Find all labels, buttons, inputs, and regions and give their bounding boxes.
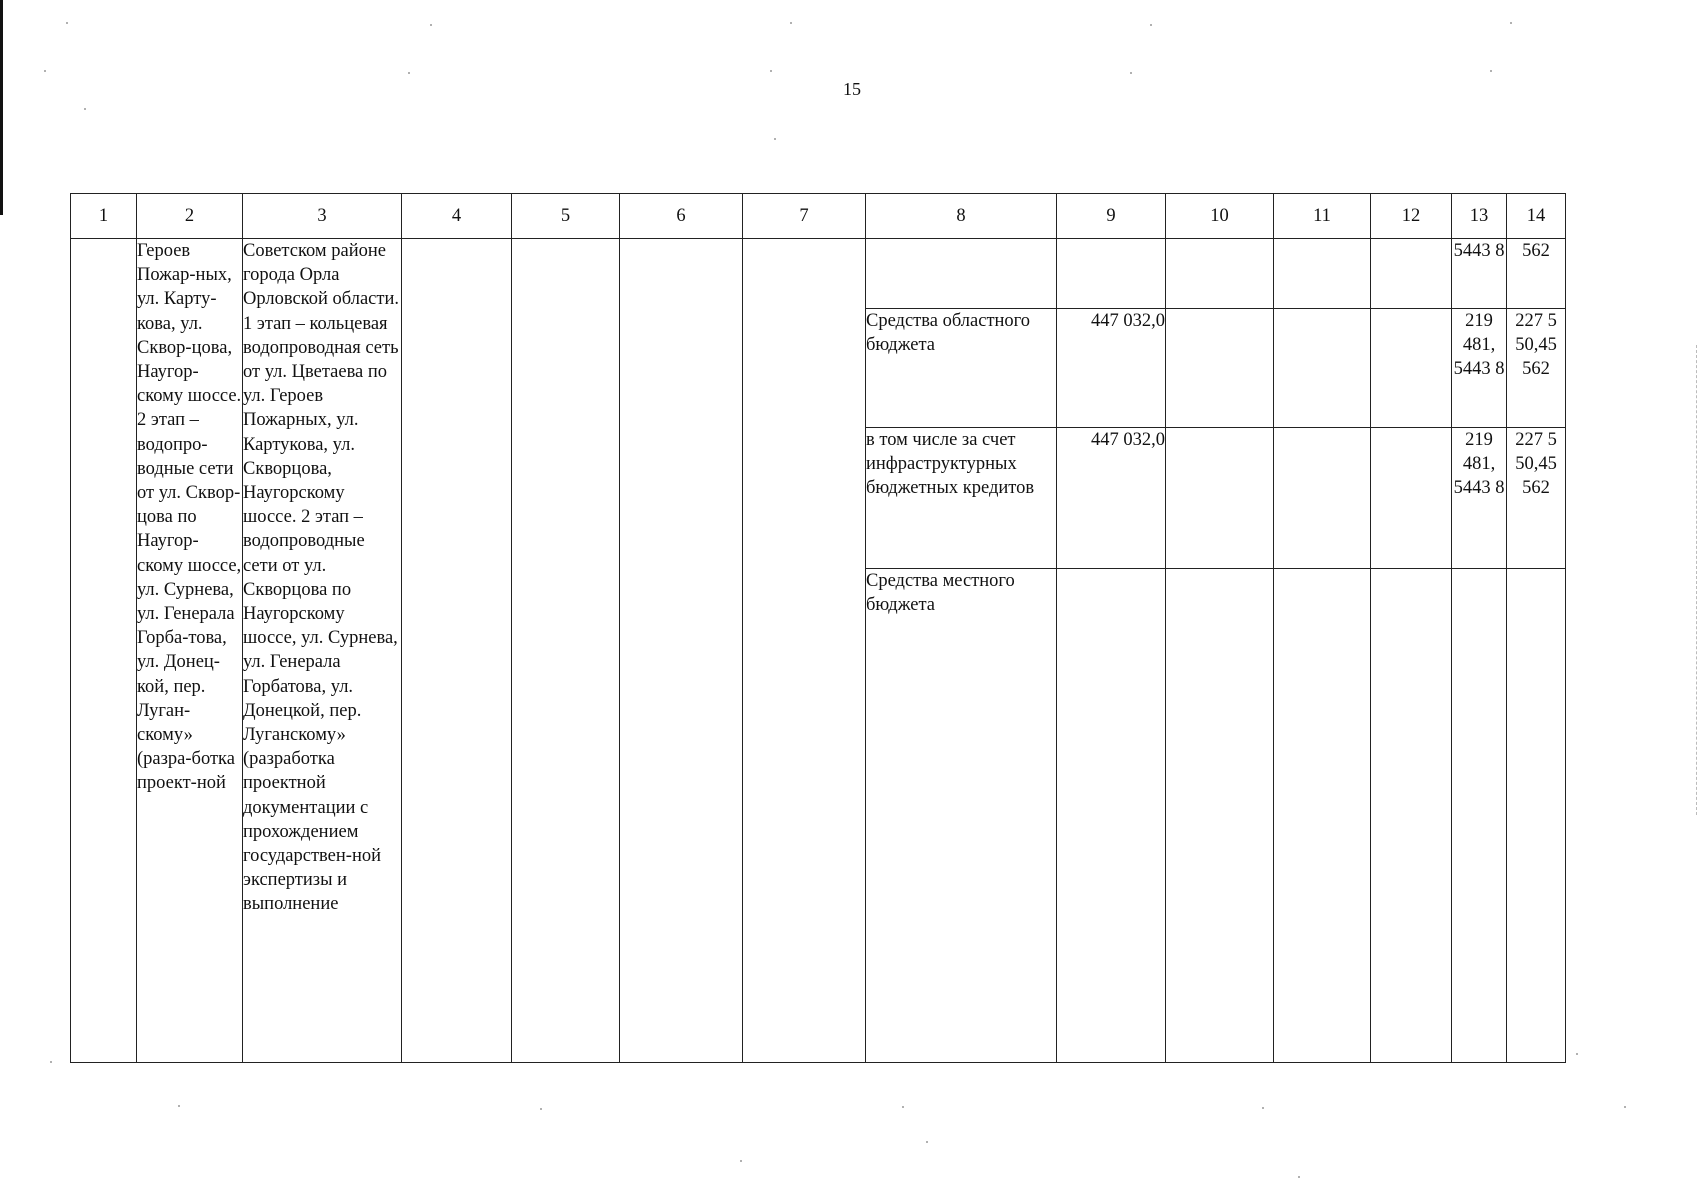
column-number-row [71,194,1566,239]
scan-speck [774,138,776,140]
column-header: 14 [1507,194,1566,239]
budget-table [70,193,1566,1063]
scan-speck [430,24,432,26]
cell-col13 [1452,569,1507,1063]
column-header: 13 [1452,194,1507,239]
cell-col12 [1371,428,1452,569]
scan-speck [66,22,68,24]
cell-col10 [1166,239,1274,309]
cell-funding-source: Средства областного бюджета [866,309,1057,428]
cell-funding-source [866,239,1057,309]
column-header: 6 [620,194,743,239]
scan-speck [790,22,792,24]
scan-speck [1490,70,1492,72]
cell-col1 [71,239,137,1063]
cell-col13: 219 481, 5443 8 [1452,309,1507,428]
cell-object-name: Героев Пожар-ных, ул. Карту-кова, ул. Сквор-цова, Наугор-скому шоссе. 2 этап – водопро-водные сети от ул. Сквор-цова по Наугор-скому шоссе, ул. Сурнева, ул. Генерала Горба-това, ул. Донец-кой, пер. Луган-скому» (разра-ботка проект-ной [137,239,243,1063]
cell-col5 [512,239,620,1063]
column-header: 1 [71,194,137,239]
scan-speck [84,108,86,110]
scan-speck [1262,1107,1264,1109]
cell-col14: 227 5 50,45 562 [1507,428,1566,569]
scan-speck [770,70,772,72]
scan-speck [1510,22,1512,24]
cell-col7 [743,239,866,1063]
scan-speck [740,1160,742,1162]
cell-col6 [620,239,743,1063]
cell-col13: 5443 8 [1452,239,1507,309]
column-header: 11 [1274,194,1371,239]
column-header: 4 [402,194,512,239]
scan-speck [178,1105,180,1107]
cell-col12 [1371,239,1452,309]
cell-col11 [1274,569,1371,1063]
table-row [71,239,1566,309]
scan-margin-line [1696,345,1698,815]
cell-col14: 227 5 50,45 562 [1507,309,1566,428]
cell-object-description: Советском районе города Орла Орловской области. 1 этап – кольцевая водопроводная сеть от ул. Цветаева по ул. Героев Пожарных, ул. Картукова, ул. Скворцова, Наугорскому шоссе. 2 этап – водопроводные сети от ул. Скворцова по Наугорскому шоссе, ул. Сурнева, ул. Генерала Горбатова, ул. Донецкой, пер. Луганскому» (разработка проектной документации с прохождением государствен-ной экспертизы и выполнение [243,239,402,1063]
cell-col12 [1371,309,1452,428]
cell-amount [1057,569,1166,1063]
column-header: 9 [1057,194,1166,239]
cell-col14: 562 [1507,239,1566,309]
scan-speck [44,70,46,72]
scan-speck [540,1108,542,1110]
scan-speck [1130,72,1132,74]
scan-speck [902,1106,904,1108]
column-header: 3 [243,194,402,239]
cell-col10 [1166,428,1274,569]
cell-amount: 447 032,0 [1057,428,1166,569]
scan-speck [408,72,410,74]
cell-col10 [1166,569,1274,1063]
scan-speck [1576,1053,1578,1055]
cell-amount: 447 032,0 [1057,309,1166,428]
cell-col10 [1166,309,1274,428]
cell-funding-source: в том числе за счет инфраструктурных бюджетных кредитов [866,428,1057,569]
cell-col11 [1274,239,1371,309]
cell-col14 [1507,569,1566,1063]
scan-speck [1298,1176,1300,1178]
scan-edge-bar [0,0,3,215]
scan-speck [926,1141,928,1143]
column-header: 8 [866,194,1057,239]
column-header: 5 [512,194,620,239]
column-header: 7 [743,194,866,239]
column-header: 12 [1371,194,1452,239]
page-number: 15 [843,79,861,99]
cell-col12 [1371,569,1452,1063]
cell-col13: 219 481, 5443 8 [1452,428,1507,569]
cell-funding-source: Средства местного бюджета [866,569,1057,1063]
scan-speck [1150,24,1152,26]
column-header: 10 [1166,194,1274,239]
cell-col11 [1274,428,1371,569]
scan-speck [1624,1106,1626,1108]
cell-col11 [1274,309,1371,428]
scan-speck [50,1061,52,1063]
cell-amount [1057,239,1166,309]
cell-col4 [402,239,512,1063]
column-header: 2 [137,194,243,239]
